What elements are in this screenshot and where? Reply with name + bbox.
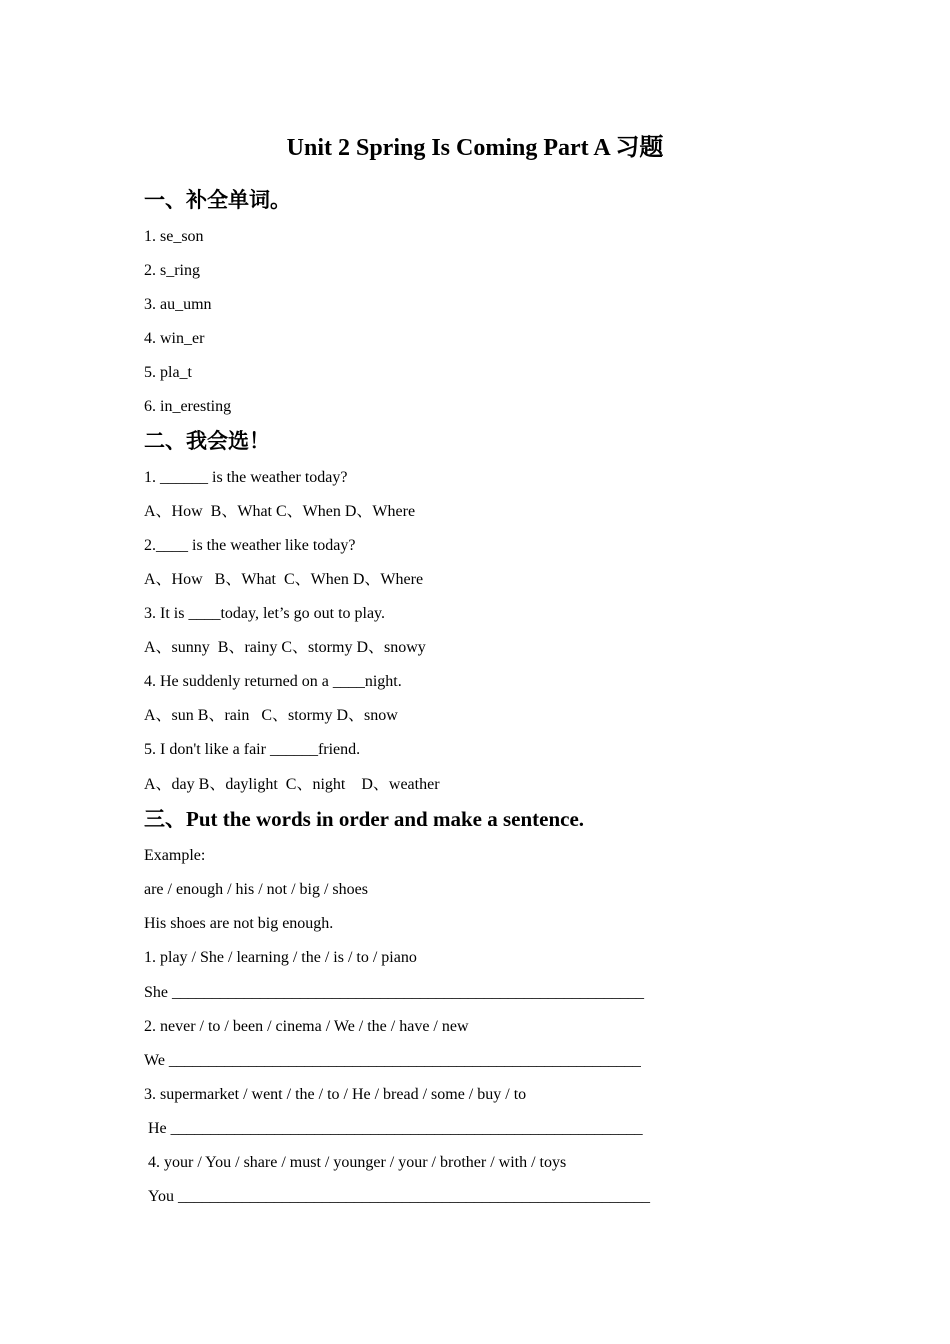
section-1-heading: 一、补全单词。 — [144, 188, 291, 212]
word-item: 1. se_son — [144, 228, 204, 245]
document-title: Unit 2 Spring Is Coming Part A 习题 — [286, 135, 664, 161]
example-words: are / enough / his / not / big / shoes — [144, 881, 368, 898]
scrambled-words: 4. your / You / share / must / younger / your / brother / with / toys — [148, 1154, 567, 1171]
question-text: 5. I don't like a fair ______friend. — [144, 741, 361, 758]
question-text: 3. It is ____today, let’s go out to play. — [144, 605, 386, 622]
example-answer: His shoes are not big enough. — [144, 915, 334, 932]
word-item: 4. win_er — [144, 330, 205, 347]
section-3-heading: 三、Put the words in order and make a sentence. — [144, 807, 585, 831]
scrambled-words: 2. never / to / been / cinema / We / the / have / new — [144, 1018, 469, 1035]
section-2-heading: 二、我会选！ — [144, 429, 270, 453]
question-options: A、day B、daylight C、night D、weather — [144, 776, 440, 793]
question-text: 2.____ is the weather like today? — [144, 537, 356, 554]
question-text: 4. He suddenly returned on a ____night. — [144, 673, 402, 690]
word-item: 5. pla_t — [144, 364, 192, 381]
word-item: 6. in_eresting — [144, 398, 232, 415]
answer-line: She ___________________________________________________________ — [144, 984, 644, 1001]
word-item: 3. au_umn — [144, 296, 212, 313]
scrambled-words: 1. play / She / learning / the / is / to / piano — [144, 949, 417, 966]
word-item: 2. s_ring — [144, 262, 200, 279]
question-text: 1. ______ is the weather today? — [144, 469, 348, 486]
answer-line: He ___________________________________________________________ — [148, 1120, 643, 1137]
question-options: A、How B、What C、When D、Where — [144, 503, 416, 520]
example-label: Example: — [144, 847, 206, 864]
answer-line: We ___________________________________________________________ — [144, 1052, 641, 1069]
scrambled-words: 3. supermarket / went / the / to / He / bread / some / buy / to — [144, 1086, 527, 1103]
question-options: A、sun B、rain C、stormy D、snow — [144, 707, 398, 724]
question-options: A、How B、What C、When D、Where — [144, 571, 424, 588]
answer-line: You ___________________________________________________________ — [148, 1188, 650, 1205]
question-options: A、sunny B、rainy C、stormy D、snowy — [144, 639, 426, 656]
